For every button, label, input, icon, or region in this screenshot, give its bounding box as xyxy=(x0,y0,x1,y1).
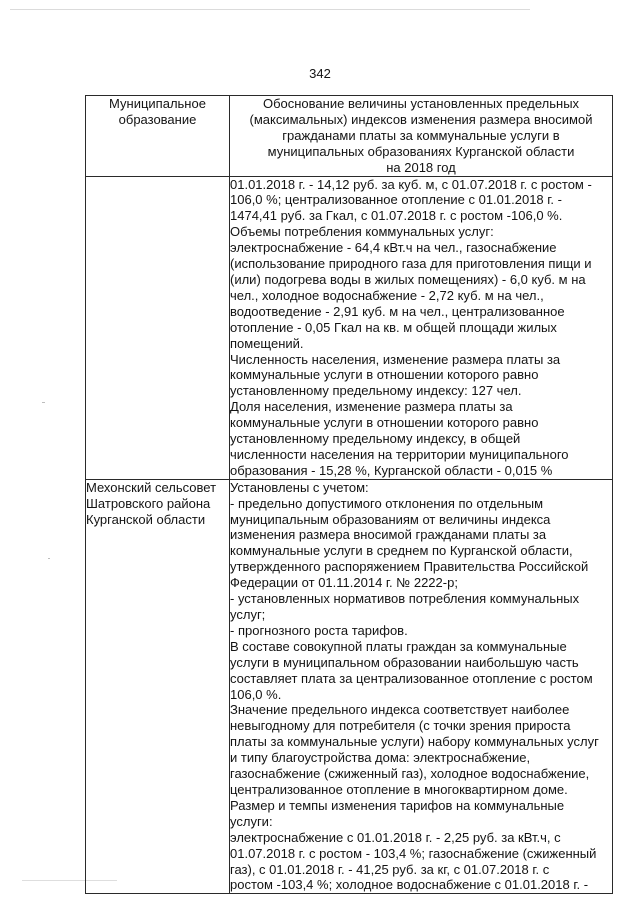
text-line: водоотведение - 2,91 куб. м на чел., централизованное xyxy=(230,303,565,319)
table-row-mekhonsky xyxy=(86,479,613,894)
header-line: Муниципальное xyxy=(109,96,206,111)
text-line: 01.07.2018 г. с ростом - 103,4 %; газоснабжение (сжиженный xyxy=(230,845,597,861)
text-line: отопление - 0,05 Гкал на кв. м общей площади жилых xyxy=(230,319,557,335)
page-number: 342 xyxy=(309,66,331,81)
text-line: установленному предельному индексу, в общей xyxy=(230,431,521,447)
text-line: платы за коммунальные услуги) набору коммунальных услуг xyxy=(230,734,599,750)
header-justification xyxy=(230,96,613,177)
header-line: на 2018 год xyxy=(386,159,456,175)
text-line: (или) подогрева воды в жилых помещениях) - 6,0 куб. м на xyxy=(230,271,586,287)
header-line: Обоснование величины установленных предельных xyxy=(262,96,580,111)
scan-artifact-top xyxy=(10,9,530,10)
text-line: чел., холодное водоснабжение - 2,72 куб. м на чел., xyxy=(230,287,544,303)
text-line: Объемы потребления коммунальных услуг: xyxy=(230,224,494,240)
text-line: централизованное отопление в многоквартирном доме. xyxy=(230,781,568,797)
justification-cell xyxy=(230,479,613,894)
text-line: 106,0 %. xyxy=(230,686,282,702)
table-header-row xyxy=(86,96,613,177)
municipality-line: Мехонский сельсовет xyxy=(86,479,217,495)
municipality-cell-empty xyxy=(86,176,230,479)
text-line: и типу благоустройства дома: электроснабжение, xyxy=(230,750,531,766)
text-line: муниципальным образованиям от величины индекса xyxy=(230,511,551,527)
text-line: - прогнозного роста тарифов. xyxy=(230,622,408,638)
scan-artifact-left-2 xyxy=(48,558,50,559)
text-line: утвержденного распоряжением Правительства Российской xyxy=(230,559,589,575)
text-line: Доля населения, изменение размера платы за xyxy=(230,399,513,415)
text-line: электроснабжение - 64,4 кВт.ч на чел., газоснабжение xyxy=(230,240,557,256)
text-line: коммунальные услуги в среднем по Курганской области, xyxy=(230,543,573,559)
text-line: установленному предельному индексу: 127 чел. xyxy=(230,383,522,399)
text-line: услуг; xyxy=(230,607,266,622)
text-line: коммунальные услуги в отношении которого равно xyxy=(230,415,539,431)
text-line: - предельно допустимого отклонения по отдельным xyxy=(230,495,544,511)
municipality-line: Курганской области xyxy=(86,511,206,527)
header-line: муниципальных образованиях Курганской области xyxy=(267,143,575,159)
text-line: электроснабжение с 01.01.2018 г. - 2,25 руб. за кВт.ч, с xyxy=(230,829,561,845)
text-line: помещений. xyxy=(230,335,304,351)
table-row-continued xyxy=(86,176,613,479)
text-line: Численность населения, изменение размера платы за xyxy=(230,351,561,367)
scan-artifact-left-1 xyxy=(42,402,45,403)
text-line: образования - 15,28 %, Курганской области - 0,015 % xyxy=(230,462,553,478)
text-line: Значение предельного индекса соответствует наиболее xyxy=(230,702,570,718)
header-line: (максимальных) индексов изменения размера вносимой xyxy=(249,111,593,127)
text-line: Установлены с учетом: xyxy=(230,479,369,495)
text-line: услуги: xyxy=(230,813,273,829)
municipality-cell xyxy=(86,479,230,894)
text-line: В составе совокупной платы граждан за коммунальные xyxy=(230,638,567,654)
text-line: - установленных нормативов потребления коммунальных xyxy=(230,591,580,607)
text-line: изменения размера вносимой гражданами платы за xyxy=(230,527,547,543)
text-line: ростом -103,4 %; холодное водоснабжение с 01.01.2018 г. - xyxy=(230,877,589,893)
text-line: Размер и темпы изменения тарифов на коммунальные xyxy=(230,797,565,813)
justification-cell xyxy=(230,176,613,479)
text-line: 106,0 %; централизованное отопление с 01.01.2018 г. - xyxy=(230,192,562,208)
text-line: газоснабжение (сжиженный газ), холодное водоснабжение, xyxy=(230,766,590,782)
text-line: услуги в муниципальном образовании наибольшую часть xyxy=(230,654,579,670)
text-line: газ), с 01.01.2018 г. - 41,25 руб. за кг, с 01.07.2018 г. с xyxy=(230,861,550,877)
text-line: невыгодному для потребителя (с точки зрения прироста xyxy=(230,718,571,734)
header-line: образование xyxy=(118,111,197,127)
text-line: Федерации от 01.11.2014 г. № 2222-р; xyxy=(230,575,458,591)
text-line: коммунальные услуги в отношении которого равно xyxy=(230,367,539,383)
header-municipality xyxy=(86,96,230,177)
justification-table xyxy=(85,95,613,894)
header-line: гражданами платы за коммунальные услуги в xyxy=(282,127,560,143)
text-line: численности населения на территории муниципального xyxy=(230,446,569,462)
text-line: 1474,41 руб. за Гкал, с 01.07.2018 г. с ростом -106,0 %. xyxy=(230,208,563,224)
municipality-line: Шатровского района xyxy=(86,495,211,511)
text-line: (использование природного газа для приготовления пищи и xyxy=(230,256,592,272)
text-line: составляет плата за централизованное отопление с ростом xyxy=(230,670,593,686)
text-line: 01.01.2018 г. - 14,12 руб. за куб. м, с 01.07.2018 г. с ростом - xyxy=(230,176,592,192)
